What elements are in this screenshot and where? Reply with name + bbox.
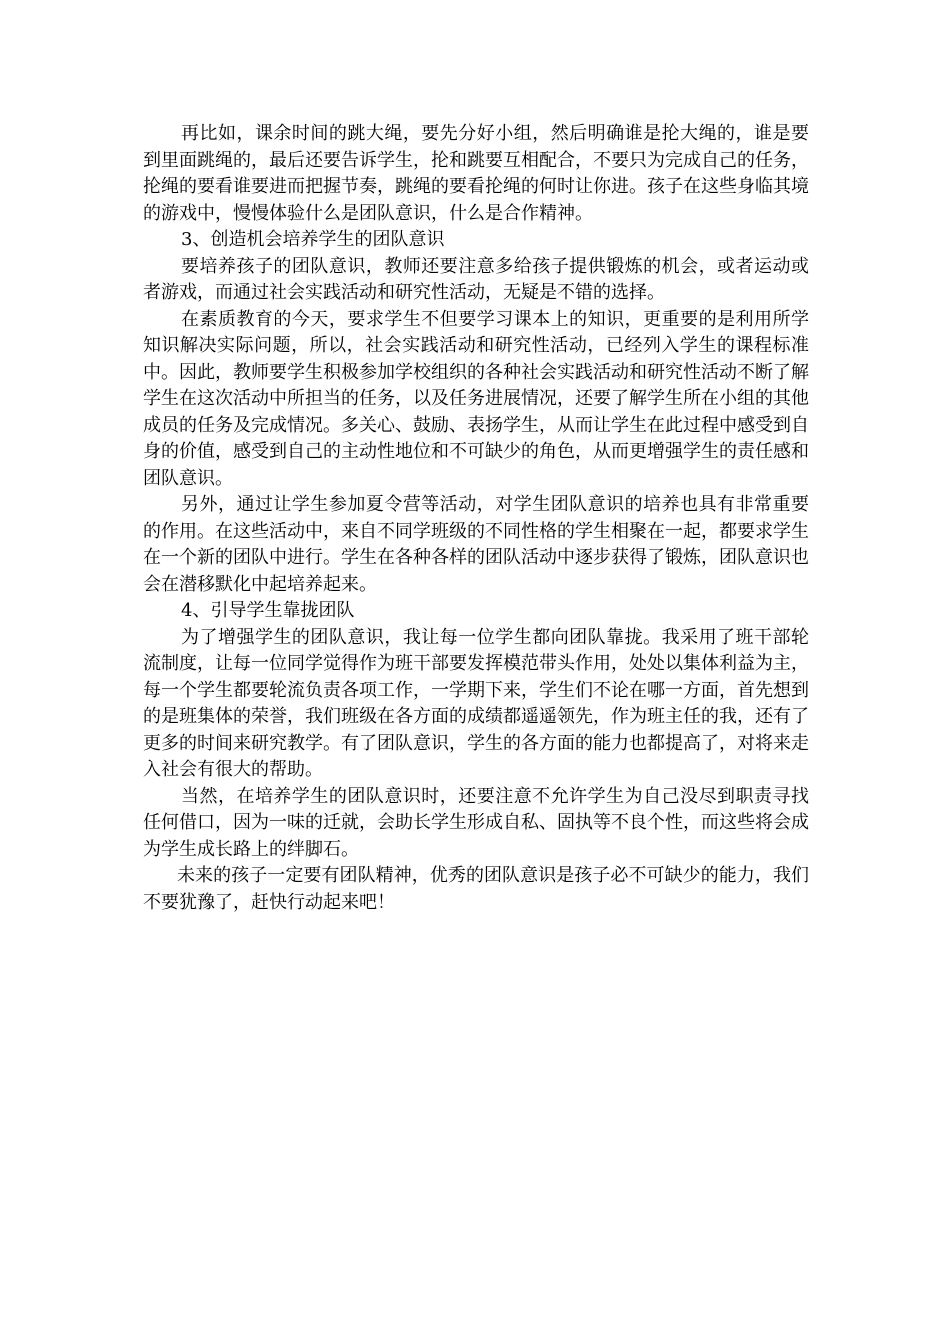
- paragraph-no-excuses: 当然，在培养学生的团队意识时，还要注意不允许学生为自己没尽到职责寻找任何借口，因为一味的迁就，会助长学生形成自私、固执等不良个性，而这些将会成为学生成长路上的绊脚石。: [143, 785, 809, 860]
- document-body: [143, 121, 809, 916]
- paragraph-class-leaders: 为了增强学生的团队意识，我让每一位学生都向团队靠拢。我采用了班干部轮流制度，让每一位同学觉得作为班干部要发挥模范带头作用，处处以集体利益为主，每一个学生都要轮流负责各项工作，一学期下来，学生们不论在哪一方面，首先想到的是班集体的荣誉，我们班级在各方面的成绩都遥遥领先，作为班主任的我，还有了更多的时间来研究教学。有了团队意识，学生的各方面的能力也都提高了，对将来走入社会有很大的帮助。: [143, 626, 809, 780]
- section-heading-4: 4、引导学生靠拢团队: [181, 600, 355, 621]
- paragraph-opportunities: 要培养孩子的团队意识，教师还要注意多给孩子提供锻炼的机会，或者运动或者游戏，而通过社会实践活动和研究性活动，无疑是不错的选择。: [143, 255, 809, 303]
- paragraph-conclusion: 未来的孩子一定要有团队精神，优秀的团队意识是孩子必不可缺少的能力，我们不要犹豫了，赶快行动起来吧！: [143, 865, 809, 913]
- paragraph-quality-education: 在素质教育的今天，要求学生不但要学习课本上的知识，更重要的是利用所学知识解决实际问题，所以，社会实践活动和研究性活动，已经列入学生的课程标准中。因此，教师要学生积极参加学校组织的各种社会实践活动和研究性活动不断了解学生在这次活动中所担当的任务，以及任务进展情况，还要了解学生所在小组的其他成员的任务及完成情况。多关心、鼓励、表扬学生，从而让学生在此过程中感受到自身的价值，感受到自己的主动性地位和不可缺少的角色，从而更增强学生的责任感和团队意识。: [143, 308, 809, 489]
- paragraph-jump-rope: 再比如，课余时间的跳大绳，要先分好小组，然后明确谁是抡大绳的，谁是要到里面跳绳的，最后还要告诉学生，抡和跳要互相配合，不要只为完成自己的任务，抡绳的要看谁要进而把握节奏，跳绳的要看抡绳的何时让你进。孩子在这些身临其境的游戏中，慢慢体验什么是团队意识，什么是合作精神。: [143, 123, 809, 224]
- section-heading-3: 3、创造机会培养学生的团队意识: [181, 229, 445, 250]
- paragraph-summer-camp: 另外，通过让学生参加夏令营等活动，对学生团队意识的培养也具有非常重要的作用。在这些活动中，来自不同学班级的不同性格的学生相聚在一起，都要求学生在一个新的团队中进行。学生在各种各样的团队活动中逐步获得了锻炼，团队意识也会在潜移默化中起培养起来。: [143, 494, 809, 595]
